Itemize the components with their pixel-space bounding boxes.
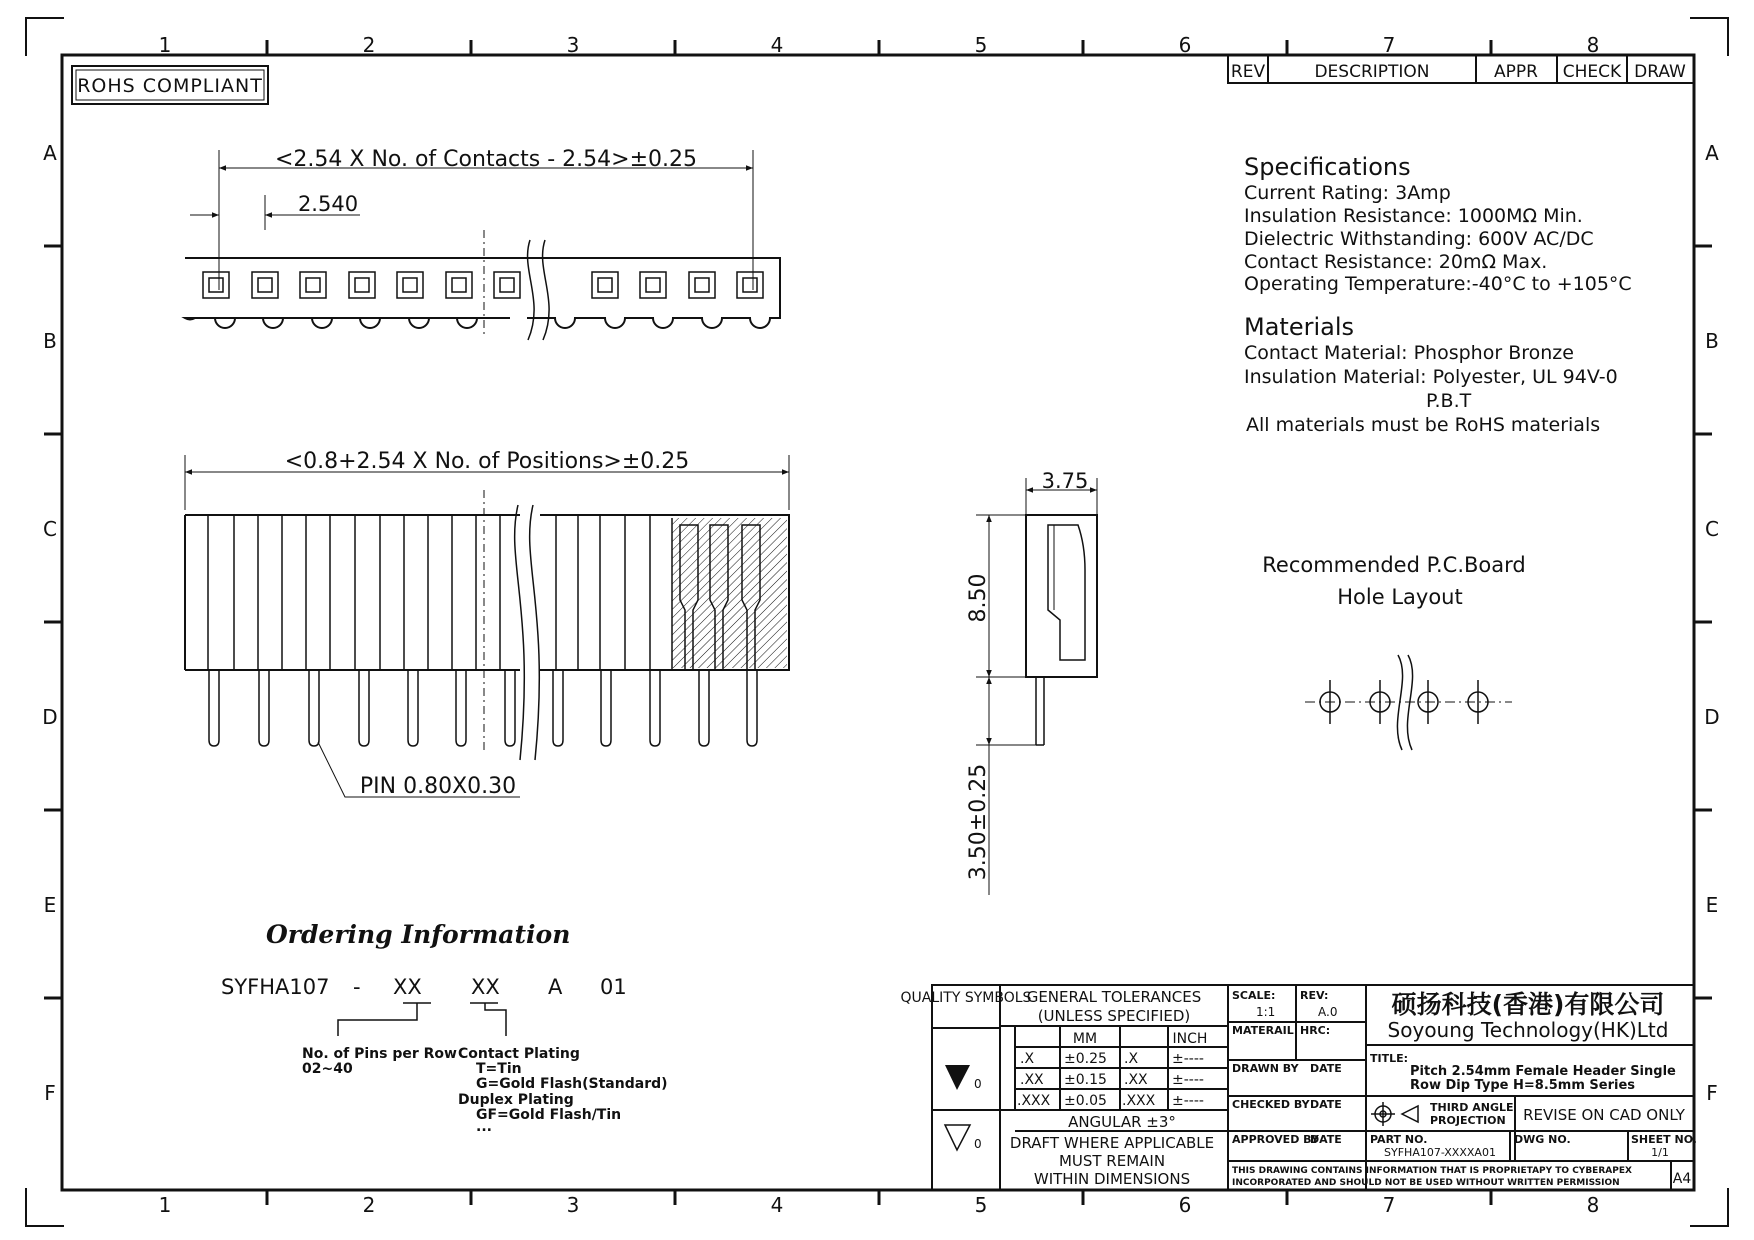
title-label: TITLE: [1370, 1052, 1409, 1065]
sheet-no-label: SHEET NO. [1631, 1133, 1697, 1146]
zone-7-bottom: 7 [1382, 1193, 1396, 1217]
side-view [966, 469, 1097, 895]
rev-value: A.0 [1318, 1005, 1338, 1019]
material-contact: Contact Material: Phosphor Bronze [1244, 342, 1574, 364]
zone-4: 4 [770, 33, 784, 57]
inch-header: INCH [1172, 1031, 1208, 1047]
tol-inch-val-2: ±---- [1172, 1072, 1204, 1088]
revise-note: REVISE ON CAD ONLY [1523, 1106, 1685, 1124]
quality-triangle-filled [945, 1065, 970, 1090]
scale-label: SCALE: [1232, 989, 1276, 1002]
zone-c-right: C [1705, 517, 1719, 541]
top-view [185, 147, 780, 340]
drawn-date-label: DATE [1310, 1062, 1342, 1075]
pcb-title-1: Recommended P.C.Board [1262, 553, 1526, 577]
ordering-series: SYFHA107 [221, 975, 330, 999]
paper-size: A4 [1672, 1171, 1692, 1187]
legend-plating-gold: G=Gold Flash(Standard) [476, 1076, 668, 1092]
zone-2: 2 [362, 33, 376, 57]
checked-date-label: DATE [1310, 1098, 1342, 1111]
hrc-label: HRC: [1300, 1024, 1331, 1037]
zone-3-bottom: 3 [566, 1193, 580, 1217]
legend-pins-label: No. of Pins per Row [302, 1046, 457, 1062]
front-view [185, 449, 789, 799]
zone-d-right: D [1704, 705, 1720, 729]
ordering-suffix-code: 01 [600, 975, 627, 999]
zone-c: C [43, 517, 57, 541]
material-label: MATERAIL: [1232, 1024, 1299, 1037]
mm-header: MM [1072, 1031, 1098, 1047]
angular-tolerance: ANGULAR ±3° [1068, 1113, 1176, 1131]
company-name-cn: 硕扬科技(香港)有限公司 [1391, 990, 1665, 1019]
tol-inch-fmt-3: .XXX [1122, 1093, 1156, 1109]
zone-7: 7 [1382, 33, 1396, 57]
description-header: DESCRIPTION [1314, 62, 1430, 82]
side-tail-dim: 3.50±0.25 [966, 763, 991, 881]
tol-inch-val-3: ±---- [1172, 1093, 1204, 1109]
drawing-title-1: Pitch 2.54mm Female Header Single [1410, 1064, 1676, 1079]
zone-6: 6 [1178, 33, 1192, 57]
zone-8: 8 [1586, 33, 1600, 57]
material-insulation: Insulation Material: Polyester, UL 94V-0 [1244, 366, 1618, 388]
zone-1: 1 [158, 33, 172, 57]
front-overall-dim: <0.8+2.54 X No. of Positions>±0.25 [284, 449, 690, 474]
spec-contact-resistance: Contact Resistance: 20mΩ Max. [1244, 251, 1548, 273]
materials-heading: Materials [1244, 313, 1355, 341]
zone-b-right: B [1705, 329, 1719, 353]
legend-plating-label: Contact Plating [458, 1046, 580, 1062]
approved-by-label: APPROVED BY [1232, 1133, 1319, 1146]
zone-3: 3 [566, 33, 580, 57]
spec-insulation: Insulation Resistance: 1000MΩ Min. [1244, 205, 1583, 227]
scale-value: 1:1 [1256, 1005, 1276, 1019]
legend-plating-tin: T=Tin [476, 1061, 522, 1077]
zone-f: F [44, 1081, 56, 1105]
tol-mm-fmt-1: .X [1020, 1051, 1035, 1067]
rohs-compliant-box [72, 66, 268, 104]
pitch-dim: 2.540 [297, 192, 359, 216]
ordering-plating-code: XX [471, 975, 500, 999]
unless-specified: (UNLESS SPECIFIED) [1037, 1007, 1191, 1025]
zone-6-bottom: 6 [1178, 1193, 1192, 1217]
tol-mm-val-2: ±0.15 [1064, 1072, 1107, 1088]
ordering-information [221, 920, 668, 1135]
zone-5-bottom: 5 [974, 1193, 988, 1217]
rohs-label: ROHS COMPLIANT [77, 75, 263, 97]
tol-inch-fmt-1: .X [1124, 1051, 1139, 1067]
legend-duplex-label: Duplex Plating [458, 1092, 574, 1108]
approved-date-label: DATE [1310, 1133, 1342, 1146]
side-width-dim: 3.75 [1041, 469, 1089, 493]
zone-a-right: A [1705, 141, 1719, 165]
spec-current: Current Rating: 3Amp [1244, 182, 1451, 204]
quality-triangle-outline [945, 1125, 970, 1150]
drawing-title-2: Row Dip Type H=8.5mm Series [1410, 1078, 1636, 1093]
rev-label: REV: [1300, 989, 1329, 1002]
zone-a: A [43, 141, 57, 165]
zone-e: E [43, 893, 57, 917]
tol-mm-val-3: ±0.05 [1064, 1093, 1107, 1109]
material-rohs-note: All materials must be RoHS materials [1246, 414, 1601, 436]
draft-line-2: MUST REMAIN [1058, 1152, 1166, 1170]
zone-b: B [43, 329, 57, 353]
tol-mm-val-1: ±0.25 [1064, 1051, 1107, 1067]
spec-dielectric: Dielectric Withstanding: 600V AC/DC [1244, 228, 1594, 250]
zone-2-bottom: 2 [362, 1193, 376, 1217]
tol-mm-fmt-2: .XX [1020, 1072, 1044, 1088]
company-name-en: Soyoung Technology(HK)Ltd [1387, 1018, 1669, 1042]
qs-mark-2: 0 [974, 1137, 982, 1151]
revision-table [1228, 55, 1694, 83]
legend-pins-range: 02~40 [302, 1061, 353, 1077]
tol-inch-fmt-2: .XX [1124, 1072, 1148, 1088]
draft-line-3: WITHIN DIMENSIONS [1033, 1170, 1191, 1188]
checked-by-label: CHECKED BY [1232, 1098, 1310, 1111]
proprietary-line-2: INCORPORATED AND SHOULD NOT BE USED WITHOUT WRITTEN PERMISSION [1232, 1178, 1620, 1188]
zone-e-right: E [1705, 893, 1719, 917]
draw-header: DRAW [1634, 62, 1686, 82]
qs-mark-1: 0 [974, 1077, 982, 1091]
side-height-dim: 8.50 [966, 573, 991, 623]
part-no-value: SYFHA107-XXXXA01 [1384, 1146, 1496, 1159]
zone-4-bottom: 4 [770, 1193, 784, 1217]
top-view-body [185, 258, 780, 328]
tol-inch-val-1: ±---- [1172, 1051, 1204, 1067]
appr-header: APPR [1494, 62, 1538, 82]
third-angle-projection-icon [1371, 1102, 1418, 1126]
specifications-heading: Specifications [1244, 153, 1411, 181]
title-block [901, 985, 1697, 1190]
projection-label-2: PROJECTION [1430, 1114, 1506, 1127]
top-overall-dim: <2.54 X No. of Contacts - 2.54>±0.25 [274, 147, 698, 172]
draft-line-1: DRAFT WHERE APPLICABLE [1009, 1134, 1215, 1152]
drawn-by-label: DRAWN BY [1232, 1062, 1299, 1075]
zone-d: D [42, 705, 58, 729]
specifications-block [1244, 153, 1632, 436]
zone-5: 5 [974, 33, 988, 57]
dwg-no-label: DWG NO. [1514, 1133, 1571, 1146]
legend-duplex-more: ... [476, 1119, 492, 1135]
proprietary-line-1: THIS DRAWING CONTAINS INFORMATION THAT IS PROPRIETAPY TO CYBERAPEX [1232, 1166, 1632, 1176]
check-header: CHECK [1562, 62, 1622, 82]
quality-symbols-label: QUALITY SYMBOLS [900, 990, 1032, 1006]
ordering-dash: - [353, 975, 361, 999]
rev-header: REV [1230, 62, 1266, 82]
zone-1-bottom: 1 [158, 1193, 172, 1217]
zone-8-bottom: 8 [1586, 1193, 1600, 1217]
part-no-label: PART NO. [1370, 1133, 1428, 1146]
legend-duplex-option: GF=Gold Flash/Tin [476, 1107, 622, 1123]
pcb-hole-layout [1262, 553, 1525, 750]
ordering-heading: Ordering Information [266, 920, 571, 949]
pin-dim: PIN 0.80X0.30 [359, 774, 517, 799]
zone-f-right: F [1706, 1081, 1718, 1105]
spec-temperature: Operating Temperature:-40°C to +105°C [1244, 273, 1632, 295]
ordering-height-code: A [548, 975, 563, 999]
pcb-title-2: Hole Layout [1337, 585, 1463, 609]
sheet-no-value: 1/1 [1651, 1146, 1669, 1159]
tol-mm-fmt-3: .XXX [1017, 1093, 1051, 1109]
material-pbt: P.B.T [1426, 390, 1472, 412]
general-tolerances: GENERAL TOLERANCES [1026, 988, 1202, 1006]
projection-label-1: THIRD ANGLE [1430, 1101, 1514, 1114]
ordering-pins-code: XX [393, 975, 422, 999]
